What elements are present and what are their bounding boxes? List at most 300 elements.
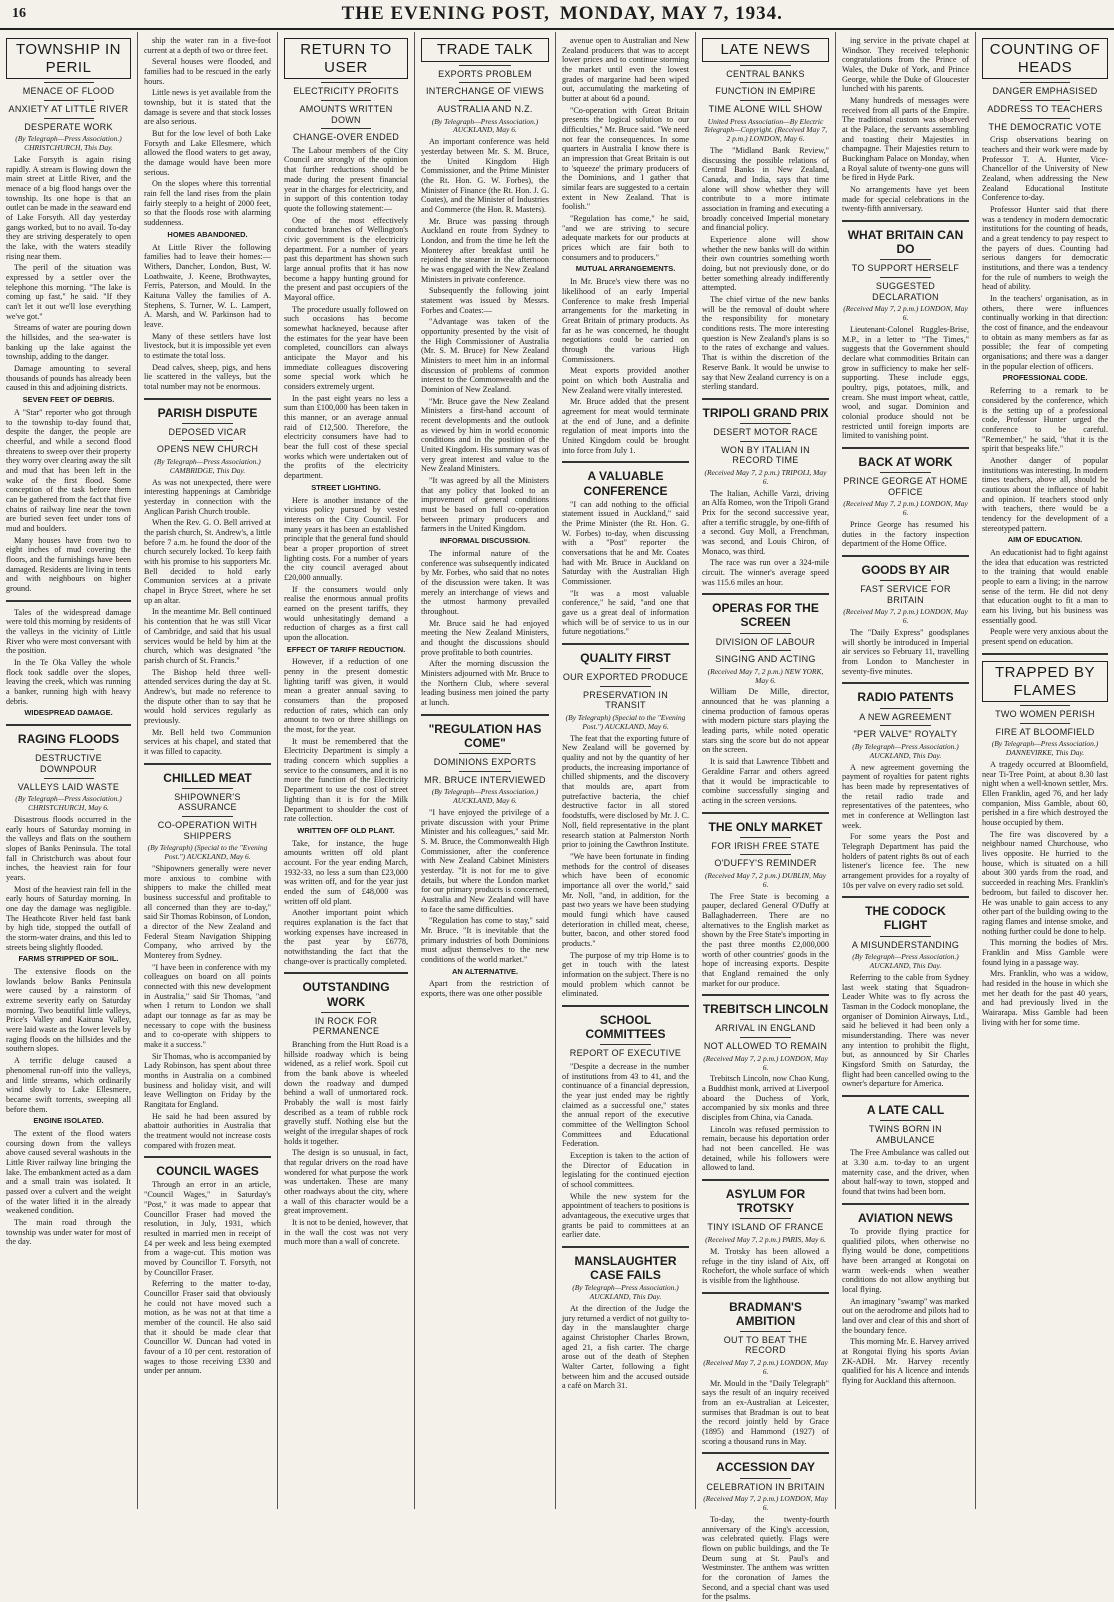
- headline: OPERAS FOR THE SCREEN: [712, 601, 819, 630]
- article-body: [982, 135, 1108, 371]
- paragraph: Subsequently the following joint statement was issued by Messrs. Forbes and Coates:—: [421, 286, 549, 315]
- subheadline: DEPOSED VICAR: [168, 426, 247, 437]
- paragraph: This morning Mr. E. Harvey arrived at Rongotai flying his sports Avian ZK-ADH. Mr. Harvey recently qualified for his A licence and intends flying for Auckland this afternoon.: [842, 1337, 969, 1385]
- paragraph: As was not unexpected, there were interesting happenings at Cambridge yesterday in connection with the Anglican Parish Church trouble.: [144, 477, 271, 516]
- headline-rule: [880, 708, 931, 709]
- paragraph: However, if a reduction of one penny in the present domestic lighting tariff was given, it would mean a greater annual saving to consumers than the proposed reduction of rates, which can only amount to two or three shillings on the most, for the year.: [284, 657, 408, 735]
- subheadline: WON BY ITALIAN IN RECORD TIME: [721, 444, 810, 466]
- article: [144, 36, 271, 400]
- paragraph: Little news is yet available from the township, but it is stated that the damage is severe and that stock losses are also serious.: [144, 88, 271, 127]
- article-body: [702, 1247, 829, 1286]
- article-separator: [702, 812, 829, 814]
- paragraph: Mr. Bruce added that the present agreement for meat would terminate at the end of June, and a definite regulation of meat imports into the United Kingdom could be brought into force from July 1.: [562, 397, 689, 455]
- article-separator: [421, 714, 549, 716]
- paragraph: ship the water ran in a five-foot current at a depth of two or three feet.: [144, 36, 271, 55]
- crosshead: SEVEN FEET OF DEBRIS.: [22, 395, 115, 405]
- dateline: (Received May 7, 2 p.m.) LONDON, May 6.: [703, 1053, 828, 1072]
- article-body: [421, 808, 549, 965]
- crosshead: INFORMAL DISCUSSION.: [439, 536, 531, 546]
- paragraph: It is said that Lawrence Tibbett and Geraldine Farrar and others agreed that it would be impracticable to combine successfully singing and acting in the screen versions.: [702, 757, 829, 805]
- paragraph: In Mr. Bruce's view there was no likelihood of an early Imperial Conference to make fresh Imperial arrangements for the marketing in Great Britain of primary products. As far as he was concerned, he thought negotiations could be carried on through the various High Commissioners.: [562, 277, 689, 364]
- headline: QUALITY FIRST: [580, 651, 671, 666]
- article-body: [982, 760, 1108, 1027]
- subheadline: DESTRUCTIVE DOWNPOUR: [35, 753, 102, 774]
- paragraph: This morning the bodies of Mrs. Franklin and Miss Gamble were found lying in a passage way.: [982, 938, 1108, 967]
- paragraph: "Advantage was taken of the opportunity presented by the visit of the High Commissioner of Australia (Mr. S. M. Bruce) for New Zealand Ministers to meet him in an informal discussion of problems of common interest to the Commonwealth and the Dominion of New Zealand.: [421, 317, 549, 394]
- dateline: (By Telegraph—Press Association.) AUCKLAND, May 6.: [431, 116, 539, 135]
- paragraph: Mr. Bruce said he had enjoyed meeting the New Zealand Ministers, and thought the discussions should prove profitable to both countries.: [421, 618, 549, 657]
- masthead: [0, 0, 1114, 30]
- paragraph: Referring to the matter to-day, Councillor Fraser said that obviously he could not have moved such a motion, as he was not at that time a member of the council. He also said that it should be made clear that Councillor W. Duncan had voted in favour of a 10 per cent. restoration of wages to those receiving £330 and under per annum.: [144, 1279, 271, 1376]
- paragraph: The Italian, Achille Varzi, driving an Alfa Romeo, won the Tripoli Grand Prix for the second successive year, after a terrific struggle, by one-fifth of a second. Guy Moll, a Frenchman, was second, and Louis Chiron, of Monaco, was third.: [702, 488, 829, 556]
- subheadline: TWINS BORN IN AMBULANCE: [869, 1124, 942, 1145]
- paragraph: On the slopes where this torrential rain fell the land rises from the plain fairly steeply to a height of 2000 feet, so that the floods rose with alarming suddenness.: [144, 179, 271, 228]
- crosshead: AN ALTERNATIVE.: [451, 966, 519, 976]
- dateline: (By Telegraph—Press Association.) AUCKLAND, May 6.: [431, 787, 539, 806]
- article-body: [562, 1304, 689, 1391]
- article-separator: [6, 724, 131, 726]
- subheadline: SINGING AND ACTING: [715, 654, 816, 665]
- article: [842, 36, 969, 222]
- article: [562, 1013, 689, 1248]
- paragraph: A new agreement governing the payment of royalties for patent rights has been made by representatives of the retail radio trade and representatives of the patentees, who met in conference at Wellington last week.: [842, 762, 969, 830]
- paragraph: Mr. Bell held two Communion services at his chapel, and stated that it was filled to capacity.: [144, 727, 271, 756]
- paragraph: Take, for instance, the huge amounts written off old plant account. For the year ending March, 1932-33, no less a sum than £23,000 was written off, and for the year just ended the sum of £48,000 was written off old plant.: [284, 838, 408, 906]
- column-6: [696, 32, 836, 1602]
- headline: RAGING FLOODS: [17, 732, 120, 747]
- article: [702, 38, 829, 400]
- headline-rule: [740, 82, 791, 83]
- subheadline: TINY ISLAND OF FRANCE: [707, 1222, 824, 1233]
- article: [562, 1254, 689, 1391]
- headline-rule: [459, 100, 510, 101]
- headline: RADIO PATENTS: [857, 690, 954, 705]
- subheadline: OUT TO BEAT THE RECORD: [723, 1334, 808, 1356]
- paragraph: Many of these settlers have lost livestock, but it is impossible yet even to estimate the total loss.: [144, 331, 271, 360]
- paragraph: An imaginary "swamp" was marked out on the aerodrome and pilots had to land over and clear of this and short of the boundary fence.: [842, 1296, 969, 1335]
- paragraph: Professor Hunter said that there was a tendency in modern democratic institutions for the counting of heads, and a great tendency to pay respect to the payers of dues. Counting had serious dangers for democratic institutions, and there was a tendency for the rule of numbers to weigh the head of ability.: [982, 204, 1108, 292]
- paragraph: Exception is taken to the action of the Director of Education in legislating for the continued ejection of school committees.: [562, 1150, 689, 1189]
- dateline: (By Telegraph—Press Association.) CHRISTCHURCH, May 6.: [15, 794, 122, 813]
- headline: LATE NEWS: [702, 38, 829, 62]
- article: [284, 980, 408, 1247]
- article-separator: [842, 896, 969, 898]
- paragraph: The Bishop held three well-attended services during the day at St. Andrew's, but made no reference to the dispute other than to say that he would hold services regularly as previously.: [144, 667, 271, 725]
- article-body: [144, 478, 271, 757]
- article-separator: [702, 593, 829, 595]
- column-8: [976, 32, 1114, 1509]
- headline: CHILLED MEAT: [163, 770, 252, 785]
- dateline: (By Telegraph—Press Association.) AUCKLAND, This Day.: [572, 1283, 679, 1302]
- paragraph: Damage amounting to several thousands of pounds has already been caused in this and adjoining districts.: [6, 364, 131, 393]
- headline: TOWNSHIP IN PERIL: [6, 38, 131, 79]
- paragraph: While the new system for the appointment of teachers to positions is advantageous, the executive urges that grants be paid to committees at an earlier date.: [562, 1191, 689, 1240]
- article-body: [6, 155, 131, 393]
- headline: AVIATION NEWS: [858, 1210, 953, 1225]
- article-separator: [562, 1005, 689, 1007]
- paragraph: "I can add nothing to the official statement issued in Auckland," said the Prime Minister (the Rt. Hon. G. W. Forbes) to-day, when discussing with a "Post" reporter the conversations that he and Mr. Coates had with Mr. Bruce in Auckland on Saturday with the Australian High Commissioner.: [562, 499, 689, 587]
- article-body: [6, 1129, 131, 1247]
- subheadline: CHANGE-OVER ENDED: [292, 132, 400, 143]
- paragraph: The extensive floods on the lowlands below Banks Peninsula were caused by a rainstorm of extreme severity early on Saturday morning. Two beautiful little valleys, Price's Valley and Kaituna Valley, were laid waste as the lower levels by raging floods on the hillsides and the southern slopes.: [6, 967, 131, 1054]
- dateline: (Received May 7, 2 p.m.) TRIPOLI, May 6.: [704, 467, 827, 486]
- paragraph: "Mr. Bruce gave the New Zealand Ministers a first-hand account of recent developments and the outlook as viewed by him in world economic conditions and in the position of the United Kingdom. His summary was of very great interest and value to the New Zealand Ministers.: [421, 396, 549, 474]
- headline-rule: [182, 788, 233, 789]
- subheadline: VALLEYS LAID WASTE: [17, 781, 120, 792]
- paragraph: For some years the Post and Telegraph Department has paid the holders of patent rights 8s out of each listener's licence fee. The new arrangement provides for a royalty of 10s per valve on every radio set sold.: [842, 832, 969, 890]
- article-separator: [702, 398, 829, 400]
- paragraph: Apart from the restriction of exports, there was one other possible: [421, 979, 549, 999]
- paper-name: THE EVENING POST,: [341, 3, 550, 24]
- article: [144, 771, 271, 1159]
- crosshead: WRITTEN OFF OLD PLANT.: [297, 825, 395, 835]
- subheadline: A NEW AGREEMENT: [859, 711, 952, 722]
- headline-rule: [740, 1037, 791, 1038]
- headline-rule: [600, 668, 651, 669]
- paragraph: The "Daily Express" goodsplanes will shortly be introduced in Imperial air services so February 11, travelling from London to Manchester in seventy-five minutes.: [842, 628, 969, 676]
- headline-rule: [740, 854, 791, 855]
- paragraph: It must be remembered that the Electricity Department is simply a trading concern which supplies a service to the consumers, and it is no more the function of the Electricity Department to use the cost of street lighting than it is for the Milk Department to shoulder the cost of rate collection.: [284, 736, 408, 824]
- headline-rule: [880, 580, 931, 581]
- paragraph: "Shipowners generally were never more anxious to combine with shippers to make the chilled meat business successful and profitable to all concerned than they are to-day," said Sir Thomas Robinson, of London, a director of the New Zealand and Federal Steam Navigation Shipping Company, who arrived by the Monterey from Sydney.: [144, 863, 271, 960]
- headline-rule: [1020, 100, 1070, 101]
- headline-rule: [600, 686, 651, 687]
- headline-rule: [44, 118, 94, 119]
- subheadline: "PER VALVE" ROYALTY: [853, 729, 958, 740]
- headline-rule: [182, 423, 233, 424]
- article-body: [562, 277, 689, 455]
- paragraph: Dead calves, sheep, pigs, and hens lie scattered in the valleys, but the total number may not be enormous.: [144, 362, 271, 392]
- paragraph: Referring to a remark to be considered by the conference, which is the setting up of a professional code, Professor Hunter urged the conference to be careful. "Remember," he said, "that it is the spirit that bespeaks life.": [982, 386, 1108, 454]
- headline: "REGULATION HAS COME": [428, 721, 542, 750]
- paragraph: "We have been fortunate in finding methods for the control of diseases which have been of economic importance all over the world," said Mr. Noll, "and, in addition, for the past two years we have been studying mould fungi which have caused deterioration in chilled meat, cheese, butter, bacon, and other stored food products.": [562, 851, 689, 948]
- article-separator: [144, 398, 271, 400]
- article-body: [562, 500, 689, 637]
- subheadline: ANXIETY AT LITTLE RIVER: [8, 103, 129, 114]
- dateline: (By Telegraph—Press Association.) AUCKLAND, This Day.: [852, 952, 959, 971]
- paragraph: Many houses have from two to eight inches of mud covering the floors, and the furnishings have been damaged. Residents are living in tents and with neighbours on higher ground.: [6, 535, 131, 593]
- dateline: (By Telegraph) (Special to the "Evening Post.") AUCKLAND, May 6.: [147, 843, 268, 861]
- paragraph: The race was run over a 324-mile circuit. The winner's average speed was 115.6 miles an hour.: [702, 558, 829, 587]
- paragraph: It is not to be denied, however, that in the wall the cost was not very much more than a wall of concrete.: [284, 1218, 408, 1247]
- paragraph: The fire was discovered by a neighbour named Churchouse, who lives opposite. He hurried to the house, which is situated on a hill about 300 yards from the road, and succeeded in reaching Mrs. Franklin's bedroom, but failed to discover her. He was unable to gain access to any other part of the building owing to the raging flames and intense smoke, and nothing further could be done to help.: [982, 829, 1108, 936]
- article: [702, 1460, 829, 1602]
- subheadline: PRESERVATION IN TRANSIT: [582, 689, 669, 711]
- subheadline: AMOUNTS WRITTEN DOWN: [299, 103, 393, 125]
- article-body: [284, 839, 408, 967]
- headline-rule: [182, 440, 233, 441]
- headline-rule: [740, 65, 791, 66]
- headline: ACCESSION DAY: [716, 1460, 815, 1475]
- subheadline: TWO WOMEN PERISH: [995, 709, 1095, 720]
- column-3: [278, 32, 415, 1509]
- subheadline: REPORT OF EXECUTIVE: [569, 1048, 682, 1059]
- article-body: [842, 763, 969, 891]
- headline-rule: [740, 837, 791, 838]
- paragraph: "Despite a decrease in the number of institutions from 43 to 41, and the continuance of a financial depression, the year just ended may be rightly claimed as a successful one," states the annual report of the executive committee of the Wellington School Committees and Educational Federation.: [562, 1061, 689, 1149]
- subheadline: DOMINIONS EXPORTS: [433, 756, 537, 767]
- crosshead: ENGINE ISOLATED.: [33, 1116, 104, 1126]
- paragraph: The peril of the situation was expressed by a settler over the telephone this morning. "The lake is coming up fast," he said. "If they can't let it out we'll lose everything we've got.": [6, 263, 131, 321]
- paragraph: Meat exports provided another point on which both Australia and New Zealand were vitally interested.: [562, 366, 689, 395]
- paragraph: "I have been in conference with my colleagues on board on all points connected with this new development in Australia," said Sir Thomas, "and when I return to London we shall adapt our tonnage as far as may be necessary to cope with the business and to co-operate with shippers to make it a success.": [144, 962, 271, 1049]
- article-body: [6, 815, 131, 952]
- article-body: [284, 146, 408, 481]
- headline-rule: [321, 128, 371, 129]
- dateline: (Received May 7, 2 p.m.) LONDON, May 6.: [843, 607, 968, 626]
- article-body: [144, 243, 271, 392]
- column-7: [836, 32, 976, 1509]
- subheadline: DESERT MOTOR RACE: [713, 427, 818, 437]
- article-body: [982, 386, 1108, 533]
- article-separator: [562, 461, 689, 463]
- article: [842, 1103, 969, 1205]
- headline: ASYLUM FOR TROTSKY: [725, 1187, 806, 1216]
- headline: MANSLAUGHTER CASE FAILS: [574, 1253, 677, 1283]
- paragraph: Mrs. Franklin, who was a widow, had resided in the house in which she met her death for the past 40 years, and had previously lived in the Wairarapa. Miss Gamble had been living with her for some time.: [982, 969, 1108, 1027]
- article: [702, 820, 829, 997]
- column-2: [138, 32, 278, 1509]
- paragraph: After the morning discussion the Ministers adjourned with Mr. Bruce to the Northern Club, where several leading business men joined the party at lunch.: [421, 659, 549, 707]
- headline-rule: [459, 82, 510, 83]
- paragraph: Trebitsch Lincoln, now Chao Kung, a Buddhist monk, arrived at Liverpool aboard the Duchess of York, accompanied by six monks and three disciples from China, via Canada.: [702, 1074, 829, 1123]
- headline-rule: [44, 749, 94, 750]
- article: [842, 563, 969, 684]
- headline-rule: [740, 633, 791, 634]
- subheadline: CENTRAL BANKS: [726, 68, 805, 79]
- subheadline: MR. BRUCE INTERVIEWED: [424, 774, 546, 785]
- article-body: [702, 489, 829, 588]
- headline-rule: [1020, 705, 1070, 706]
- subheadline: EXPORTS PROBLEM: [438, 68, 532, 79]
- headline-rule: [459, 753, 510, 754]
- subheadline: OPENS NEW CHURCH: [156, 444, 259, 455]
- paragraph: At Little River the following families had to leave their homes:—Withers, Dancher, London, Bust, W. Loathwaite, J. Keene, Brothwaytes, Ferris, Paterson, and Mould. In the Kaituna Valley the families of A. Stephens, S. Turner, W. L. Lampert, A. Marsh, and W. Parkinson had to leave.: [144, 242, 271, 329]
- paragraph: In the past eight years no less a sum than £100,000 has been taken in this manner, or an average annual raid of £12,500. Therefore, the electricity consumers have had to bear the full cost of these special works which were undertaken out of the profits of the electricity department.: [284, 393, 408, 480]
- paragraph: "Regulation has come to stay," said Mr. Bruce. "It is inevitable that the primary industries of both Dominions must adjust themselves to the new conditions of the world market.": [421, 916, 549, 964]
- paragraph: To provide flying practice for qualified pilots, when otherwise no flying would be done, competitions have been arranged at Rongotai on warm week-ends when weather conditions do not allow anything but local flying.: [842, 1226, 969, 1294]
- article-body: [702, 1515, 829, 1602]
- headline: TRAPPED BY FLAMES: [982, 661, 1108, 702]
- paragraph: "I have enjoyed the privilege of a private discussion with your Prime Minister and his colleagues," said Mr. S. M. Bruce, the Commonwealth High Commissioner, after the conference with New Zealand Cabinet Ministers yesterday. "It is not for me to give details, but where the London market for our primary products is concerned, Australia and New Zealand will have to face the same difficulties.: [421, 807, 549, 914]
- subheadline: FIRE AT BLOOMFIELD: [995, 726, 1095, 737]
- headline-rule: [459, 771, 510, 772]
- paragraph: He said he had been assured by abattoir authorities in Australia that the treatment would not increase costs compared with frozen meat.: [144, 1111, 271, 1150]
- paragraph: M. Trotsky has been allowed a refuge in the tiny island of Aix, off Rochefort, the whole surface of which is visible from the lighthouse.: [702, 1246, 829, 1285]
- article: [982, 661, 1108, 1027]
- headline-rule: [880, 277, 931, 278]
- crosshead: FARMS STRIPPED OF SOIL.: [18, 954, 119, 964]
- article-body: [702, 1379, 829, 1447]
- crosshead: MUTUAL ARRANGEMENTS.: [575, 264, 676, 274]
- dateline: United Press Association—By Electric Telegraph—Copyright. (Received May 7, 2 p.m.) LONDON, May 6.: [703, 116, 828, 144]
- article: [421, 722, 549, 999]
- article: [562, 469, 689, 645]
- dateline: (Received May 7, 2 p.m.) LONDON, May 6.: [703, 1358, 828, 1376]
- column-5: [556, 32, 696, 1509]
- article-separator: [284, 972, 408, 974]
- paragraph: Mr. Mould in the "Daily Telegraph" says the result of an inquiry received from an ex-Australian at Leicester, surmises that Bradman is out to beat the record jointly held by Grace (1895) and Hammond (1927) of scoring a thousand runs in May.: [702, 1378, 829, 1446]
- headline-rule: [1020, 723, 1070, 724]
- paragraph: No arrangements have yet been made for special celebrations in the twenty-fifth anniversary.: [842, 185, 969, 214]
- paragraph: The feat that the exporting future of New Zealand will be governed by quality and not by the quantity of her products, the increasing importance of chilled shipments, and the discovery that moulds are, apart from putrefactive bacteria, the chief destructive factor in all stored foodstuffs, were disclosed by Mr. J. C. Noll, field representative in the plant research station at Palmerston North prior to joining the Cawthron Institute.: [562, 733, 689, 850]
- paragraph: People were very anxious about the present spend on education.: [982, 627, 1108, 647]
- article: [421, 38, 549, 716]
- headline-rule: [44, 100, 94, 101]
- dateline: (Received May 7, 2 p.m.) LONDON, May 6.: [843, 304, 968, 323]
- headline-rule: [880, 259, 931, 260]
- headline-rule: [880, 472, 931, 473]
- paragraph: Many hundreds of messages were received from all parts of the Empire. The traditional custom was observed at the Palace, the servants assembling and toasting their Majesties in champagne. Their Majesties return to Buckingham Palace on Monday, when a Royal salute of twenty-one guns will be fired in Hyde Park.: [842, 96, 969, 183]
- dateline: (Received May 7, 2 p.m.) LONDON, May 6.: [843, 499, 968, 518]
- headline: BRADMAN'S AMBITION: [729, 1299, 802, 1328]
- article-separator: [6, 600, 131, 602]
- headline: WHAT BRITAIN CAN DO: [847, 228, 964, 257]
- paper-title: [342, 3, 783, 25]
- headline: A VALUABLE CONFERENCE: [583, 469, 668, 498]
- headline: RETURN TO USER: [284, 38, 408, 79]
- masthead-spacer: [1098, 6, 1102, 22]
- article-separator: [562, 643, 689, 645]
- article: [284, 38, 408, 974]
- headline-rule: [740, 650, 791, 651]
- headline-rule: [740, 1218, 791, 1219]
- article: [982, 38, 1108, 655]
- column-4: [415, 32, 556, 1509]
- subheadline: DANGER EMPHASISED: [992, 86, 1098, 97]
- subheadline: ADDRESS TO TEACHERS: [987, 103, 1103, 114]
- subheadline: MENACE OF FLOOD: [22, 86, 115, 97]
- paragraph: William De Mille, director, announced that he was planning a cinema production of famous operas with modern picture stars playing the leading parts, while noted operatic stars sing the score but do not appear on the screen.: [702, 687, 829, 755]
- article: [6, 732, 131, 1247]
- paragraph: The informal nature of the conference was subsequently indicated by Mr. Forbes, who said that no notes of the discussion were taken. It was merely an interchange of views and the utmost harmony prevailed throughout.: [421, 548, 549, 616]
- crosshead: AIM OF EDUCATION.: [1007, 535, 1083, 545]
- subheadline: TO SUPPORT HERSELF: [851, 263, 960, 274]
- paragraph: To-day, the twenty-fourth anniversary of the King's accession, was celebrated quietly. Flags were flown on public buildings, and the Te Deum sung at St. Paul's and Westminster. The anthem was written for the coronation of James the Second, and a special chant was used for the psalms.: [702, 1514, 829, 1602]
- headline: SCHOOL COMMITTEES: [585, 1012, 666, 1042]
- column-1: [0, 32, 138, 1509]
- headline-rule: [459, 65, 510, 66]
- newspaper-columns: [0, 32, 1114, 1602]
- article-body: [842, 1227, 969, 1386]
- subheadline: AUSTRALIA AND N.Z.: [437, 103, 533, 114]
- subheadline: INTERCHANGE OF VIEWS: [425, 86, 544, 97]
- headline-rule: [321, 100, 371, 101]
- headline: OUTSTANDING WORK: [302, 980, 390, 1009]
- subheadline: ARRIVAL IN ENGLAND: [715, 1023, 816, 1034]
- headline-rule: [740, 1331, 791, 1332]
- article-separator: [842, 1095, 969, 1097]
- article-body: [6, 967, 131, 1114]
- subheadline: OUR EXPORTED PRODUCE: [562, 672, 689, 683]
- article: [842, 690, 969, 898]
- article-separator: [702, 1452, 829, 1454]
- headline: PARISH DISPUTE: [157, 405, 258, 420]
- article-separator: [842, 447, 969, 449]
- headline-rule: [740, 441, 791, 442]
- article-body: [284, 1040, 408, 1247]
- paragraph: Lake Forsyth is again rising rapidly. A stream is flowing down the main street at Little River, and the menace of a big flood hangs over the township. Its one hope is that an outlet can be made in the seaward end of Lake Forsyth. All day yesterday gangs worked, but to no avail. To-day they are striving desperately to open the lake, with the waters steadily rising near them.: [6, 154, 131, 261]
- paragraph: Lieutenant-Colonel Ruggles-Brise, M.P., in a letter to "The Times," suggests that the Government should declare what commodities Britain can grow in sufficiency to make her self-supporting. These include eggs, poultry, pigs, potatoes, milk, and cream. She must import wheat, cattle, wool, and sugar. Dominion and colonial produce should not be restricted until foreign imports are limited to vanishing point.: [842, 324, 969, 441]
- headline-rule: [880, 725, 931, 726]
- article: [6, 38, 131, 602]
- article-body: [562, 1062, 689, 1240]
- subheadline: A MISUNDERSTANDING: [851, 939, 960, 950]
- headline: TREBITSCH LINCOLN: [702, 1002, 829, 1017]
- dateline: (By Telegraph—Press Association.) AUCKLAND, This Day.: [852, 741, 959, 760]
- paragraph: The main road through the township was under water for most of the day.: [6, 1218, 131, 1247]
- crosshead: STREET LIGHTING.: [311, 482, 381, 492]
- headline-rule: [44, 778, 94, 779]
- paragraph: The purpose of my trip Home is to get in touch with the latest information on the subject. There is no mould problem which cannot be eliminated.: [562, 950, 689, 999]
- headline-rule: [182, 816, 233, 817]
- paragraph: The extent of the flood waters coursing down from the valleys above caused several washouts in the Little River railway line bringing the lake. The embankment acted as a dam and a small train was isolated. It passed over a culvert and the weight of the water lifted it in the already weakened condition.: [6, 1129, 131, 1216]
- dateline: (By Telegraph—Press Association.) DANNEVIRKE, This Day.: [991, 739, 1099, 758]
- paragraph: Streams of water are pouring down the hillsides, and the sea-water is banking up the lake against the township, adding to the danger.: [6, 323, 131, 362]
- subheadline: DIVISION OF LABOUR: [715, 636, 816, 647]
- paragraph: A terrific deluge caused a phenomenal run-off into the valleys, and little streams, which ordinarily wind slowly to Lake Ellesmere, became swift torrents, sweeping all before them.: [6, 1056, 131, 1114]
- article: [562, 651, 689, 1007]
- article-body: [842, 628, 969, 676]
- paragraph: In the meantime Mr. Bell continued his contention that he was still Vicar of Cambridge, and said that his usual services would be held by him at the church, which was designated "the parish church of St. Francis.": [144, 607, 271, 665]
- paragraph: Through an error in an article, "Council Wages," in Saturday's "Post," it was made to appear that Councillor Fraser had moved the resolution, in July, 1931, which resulted in married men in receipt of £4 per week and less being exempted from a wage-cut. This motion was moved by Councillor T. Forsyth, not by Councillor Fraser.: [144, 1180, 271, 1277]
- paragraph: When the Rev. G. O. Bell arrived at the parish church, St. Andrew's, a little before 7 a.m. he found the door of the church securely locked. To keep faith with his promise to his supporters Mr. Bell decided to hold early Communion services at a private chapel in Bryce Street, where he set up an altar.: [144, 518, 271, 605]
- subheadline: THE DEMOCRATIC VOTE: [988, 121, 1102, 132]
- paragraph: Branching from the Hutt Road is a hillside roadway which is being widened, as a relief work. Spoil cut from the bank above is wheeled down the roadway and dumped behind a wall of unmortared rock. Probably the wall is most fairly described as a team of rubble rock gravelly stuff. Nothing else but the weight of the irregular shapes of rock holds it together.: [284, 1039, 408, 1146]
- headline-rule: [880, 936, 931, 937]
- subheadline: IN ROCK FOR PERMANENCE: [312, 1015, 380, 1037]
- subheadline: CELEBRATION IN BRITAIN: [706, 1481, 825, 1492]
- article-body: [144, 864, 271, 1150]
- article-body: [284, 496, 408, 643]
- paragraph: In the teachers' organisation, as in others, there were influences continually working in that direction: the cost of finance, and the endeavour to obtain as many members as far as possible; the fear of competing organisations; and there was a danger in the popular election of officers.: [982, 293, 1108, 371]
- article: [702, 1300, 829, 1455]
- headline-rule: [740, 1478, 791, 1479]
- headline: THE CODOCK FLIGHT: [865, 904, 946, 933]
- crosshead: PROFESSIONAL CODE.: [1002, 373, 1088, 383]
- subheadline: ELECTRICITY PROFITS: [293, 86, 399, 97]
- article-body: [702, 146, 829, 392]
- article-separator: [702, 1179, 829, 1181]
- paragraph: "It was a most valuable conference," he said, "and one that gave us a great deal of information which will be of service to us in our future negotiations.": [562, 588, 689, 637]
- article-body: [842, 973, 969, 1089]
- headline: THE ONLY MARKET: [708, 819, 823, 834]
- paragraph: At the direction of the Judge the jury returned a verdict of not guilty to-day in the manslaughter charge against Christopher Charles Brown, aged 21, a fish carter. The charge arose out of the death of Stephen Walter Carter, following a fight between him and the accused outside a café on March 31.: [562, 1303, 689, 1391]
- paragraph: "Regulation has come," he said, "and we are striving to secure adequate markets for our products at prices which are fair both to consumers and to producers.": [562, 214, 689, 262]
- paragraph: Lincoln was refused permission to remain, because his deportation order had not been cancelled. He was detained, while his followers were allowed to land.: [702, 1124, 829, 1173]
- paragraph: "It was agreed by all the Ministers that any policy that looked to an improvement of general conditions must be based on full co-operation between primary producers and farmers in the United Kingdom.: [421, 476, 549, 534]
- paragraph: But for the low level of both Lake Forsyth and Lake Ellesmere, which allowed the flood waters to get away, the damage would have been more serious.: [144, 129, 271, 177]
- paragraph: Prince George has resumed his duties in the factory inspection department of the Home Office.: [842, 520, 969, 549]
- headline-rule: [740, 100, 791, 101]
- article-body: [6, 408, 131, 594]
- article-body: [702, 1074, 829, 1173]
- paragraph: Several houses were flooded, and families had to be rescued in the early hours.: [144, 57, 271, 86]
- dateline: (Received May 7, 2 p.m.) LONDON, May 6.: [703, 1494, 828, 1513]
- subheadline: O'DUFFY'S REMINDER: [714, 858, 817, 869]
- paragraph: Mr. Bruce was passing through Auckland en route from Sydney to London, and from the time he left the Monterey after breakfast until he rejoined the steamer in the afternoon he was engaged with the New Zealand Ministers in private conference.: [421, 216, 549, 284]
- paragraph: Another danger of popular institutions was interesting. In modern times teachers, above all, should be cautious about the influence of habit and opinion. If teachers stood only with teachers, there would be a tendency for the development of a stereotyped pattern.: [982, 455, 1108, 533]
- issue-date: MONDAY, MAY 7, 1934.: [559, 3, 783, 24]
- subheadline: SUGGESTED DECLARATION: [872, 281, 939, 302]
- article-body: [144, 36, 271, 228]
- headline: COUNCIL WAGES: [156, 1164, 259, 1179]
- headline-rule: [740, 1019, 791, 1020]
- article-separator: [842, 1203, 969, 1205]
- headline-rule: [1020, 118, 1070, 119]
- headline-rule: [1020, 82, 1070, 83]
- subheadline: FOR IRISH FREE STATE: [711, 840, 820, 851]
